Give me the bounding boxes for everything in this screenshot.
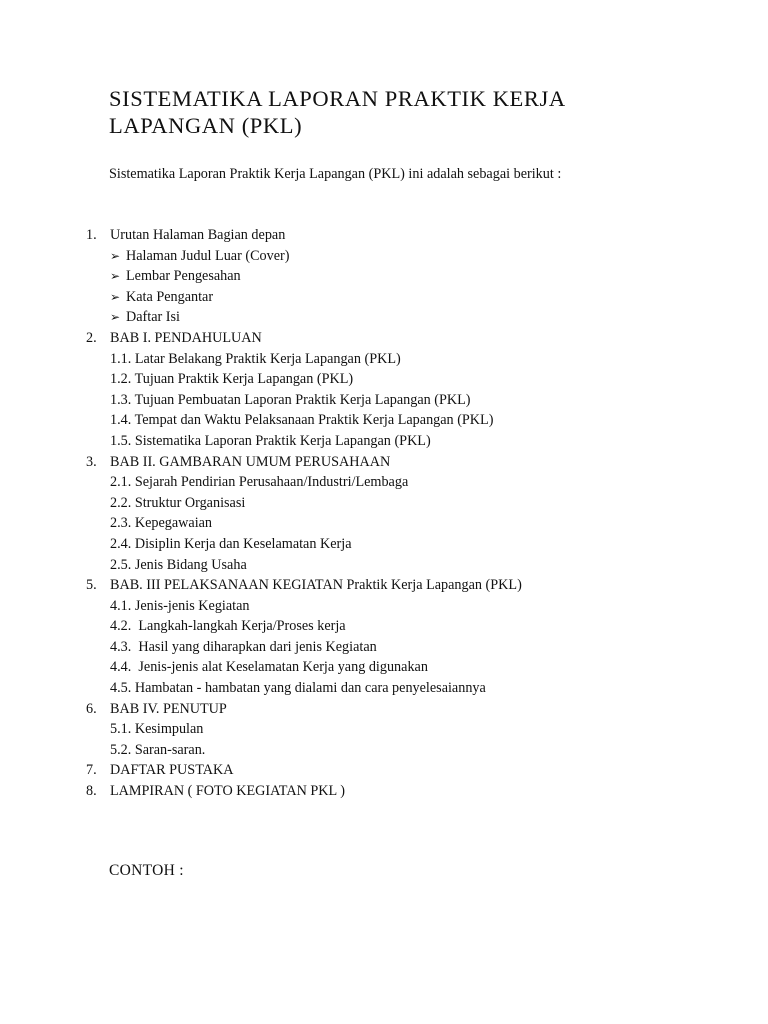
bullet-row — [0, 246, 768, 267]
subsection-item: 2.5. Jenis Bidang Usaha — [110, 556, 247, 573]
intro-paragraph: Sistematika Laporan Praktik Kerja Lapangan (PKL) ini adalah sebagai berikut : — [109, 166, 562, 182]
example-heading: CONTOH : — [109, 862, 184, 879]
subsection-row — [0, 740, 768, 761]
subsection-row — [0, 369, 768, 390]
subsection-row — [0, 596, 768, 617]
subsection-item: 1.1. Latar Belakang Praktik Kerja Lapangan (PKL) — [110, 350, 401, 367]
section-label: BAB. III PELAKSANAAN KEGIATAN Praktik Kerja Lapangan (PKL) — [110, 577, 522, 594]
subsection-item: 4.4. Jenis-jenis alat Keselamatan Kerja yang digunakan — [110, 659, 428, 676]
subsection-row — [0, 678, 768, 699]
subsection-item: 2.3. Kepegawaian — [110, 515, 213, 532]
subsection-item: 1.4. Tempat dan Waktu Pelaksanaan Praktik Kerja Lapangan (PKL) — [110, 412, 494, 429]
subsection-item: 5.2. Saran-saran. — [110, 741, 206, 758]
section-row — [0, 760, 768, 781]
arrow-bullet-icon: ➢ — [110, 289, 121, 304]
bullet-item: Lembar Pengesahan — [126, 268, 241, 285]
section-row — [0, 452, 768, 473]
subsection-row — [0, 431, 768, 452]
subsection-item: 5.1. Kesimpulan — [110, 721, 204, 738]
subsection-item: 2.2. Struktur Organisasi — [110, 494, 246, 511]
section-number: 7. — [86, 762, 97, 779]
subsection-item: 1.3. Tujuan Pembuatan Laporan Praktik Kerja Lapangan (PKL) — [110, 391, 471, 408]
section-number: 5. — [86, 577, 97, 594]
subsection-item: 2.1. Sejarah Pendirian Perusahaan/Industri/Lembaga — [110, 474, 409, 491]
section-label: DAFTAR PUSTAKA — [110, 762, 234, 779]
bullet-row — [0, 287, 768, 308]
section-row — [0, 575, 768, 596]
subsection-row — [0, 555, 768, 576]
bullet-item: Kata Pengantar — [126, 288, 214, 305]
section-label: BAB I. PENDAHULUAN — [110, 329, 262, 346]
bullet-row — [0, 307, 768, 328]
subsection-row — [0, 616, 768, 637]
subsection-item: 1.2. Tujuan Praktik Kerja Lapangan (PKL) — [110, 371, 354, 388]
subsection-item: 4.2. Langkah-langkah Kerja/Proses kerja — [110, 618, 346, 635]
subsection-row — [0, 513, 768, 534]
section-label: BAB II. GAMBARAN UMUM PERUSAHAAN — [110, 453, 391, 470]
arrow-bullet-icon: ➢ — [110, 269, 121, 284]
subsection-row — [0, 534, 768, 555]
subsection-row — [0, 657, 768, 678]
arrow-bullet-icon: ➢ — [110, 248, 121, 263]
section-label: BAB IV. PENUTUP — [110, 700, 227, 717]
subsection-row — [0, 719, 768, 740]
subsection-row — [0, 349, 768, 370]
subsection-row — [0, 493, 768, 514]
subsection-row — [0, 637, 768, 658]
subsection-row — [0, 390, 768, 411]
section-row — [0, 781, 768, 802]
subsection-row — [0, 472, 768, 493]
subsection-item: 4.3. Hasil yang diharapkan dari jenis Kegiatan — [110, 638, 377, 655]
section-number: 8. — [86, 783, 97, 800]
section-label: Urutan Halaman Bagian depan — [110, 227, 286, 243]
outline-list — [0, 225, 768, 802]
section-number: 3. — [86, 453, 97, 470]
section-number: 6. — [86, 700, 97, 717]
bullet-row — [0, 266, 768, 287]
subsection-item: 2.4. Disiplin Kerja dan Keselamatan Kerja — [110, 535, 352, 552]
bullet-item: Halaman Judul Luar (Cover) — [126, 247, 290, 264]
section-number: 1. — [86, 227, 97, 243]
section-row — [0, 225, 768, 246]
section-row — [0, 328, 768, 349]
subsection-item: 4.1. Jenis-jenis Kegiatan — [110, 597, 250, 614]
bullet-item: Daftar Isi — [126, 309, 180, 326]
section-row — [0, 699, 768, 720]
arrow-bullet-icon: ➢ — [110, 310, 121, 325]
subsection-item: 4.5. Hambatan - hambatan yang dialami dan cara penyelesaiannya — [110, 680, 486, 697]
subsection-row — [0, 410, 768, 431]
document-title: SISTEMATIKA LAPORAN PRAKTIK KERJA LAPANGAN (PKL) — [109, 86, 565, 138]
section-number: 2. — [86, 329, 97, 346]
subsection-item: 1.5. Sistematika Laporan Praktik Kerja Lapangan (PKL) — [110, 432, 431, 449]
section-label: LAMPIRAN ( FOTO KEGIATAN PKL ) — [110, 783, 345, 800]
